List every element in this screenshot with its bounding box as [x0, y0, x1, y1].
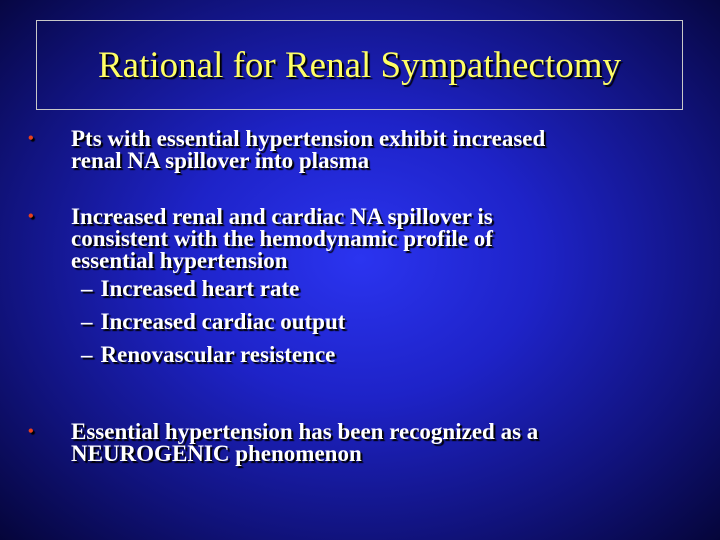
bullet-line: Increased renal and cardiac NA spillover is: [71, 204, 493, 229]
sub-bullet-item: [71, 272, 694, 305]
bullet-line: NEUROGENIC phenomenon: [71, 441, 362, 466]
dash-icon: –: [81, 309, 93, 334]
dash-icon: –: [81, 342, 93, 367]
bullet-line: Essential hypertension has been recognized as a: [71, 419, 539, 444]
dash-icon: –: [81, 276, 93, 301]
bullet-item: [24, 206, 694, 371]
bullet-text: [71, 128, 694, 172]
bullet-item: [24, 421, 694, 465]
bullet-line: renal NA spillover into plasma: [71, 148, 370, 173]
bullet-icon: •: [28, 208, 34, 225]
sub-bullet-item: [71, 305, 694, 338]
bullet-text: [71, 206, 694, 371]
sub-bullet-text: Increased heart rate: [100, 276, 300, 301]
sub-bullet-text: Increased cardiac output: [100, 309, 346, 334]
sub-bullet-item: [71, 338, 694, 371]
bullet-icon: •: [28, 423, 34, 440]
bullet-text: [71, 421, 694, 465]
bullet-line: consistent with the hemodynamic profile of: [71, 226, 493, 251]
bullet-line: essential hypertension: [71, 248, 288, 273]
bullet-item: [24, 128, 694, 172]
sub-bullet-list: [71, 272, 694, 371]
sub-bullet-text: Renovascular resistence: [100, 342, 336, 367]
bullet-icon: •: [28, 130, 34, 147]
bullet-line: Pts with essential hypertension exhibit increased: [71, 126, 546, 151]
bullet-list: [24, 128, 694, 499]
title-box: [36, 20, 683, 110]
slide-title: Rational for Renal Sympathectomy: [97, 44, 622, 86]
